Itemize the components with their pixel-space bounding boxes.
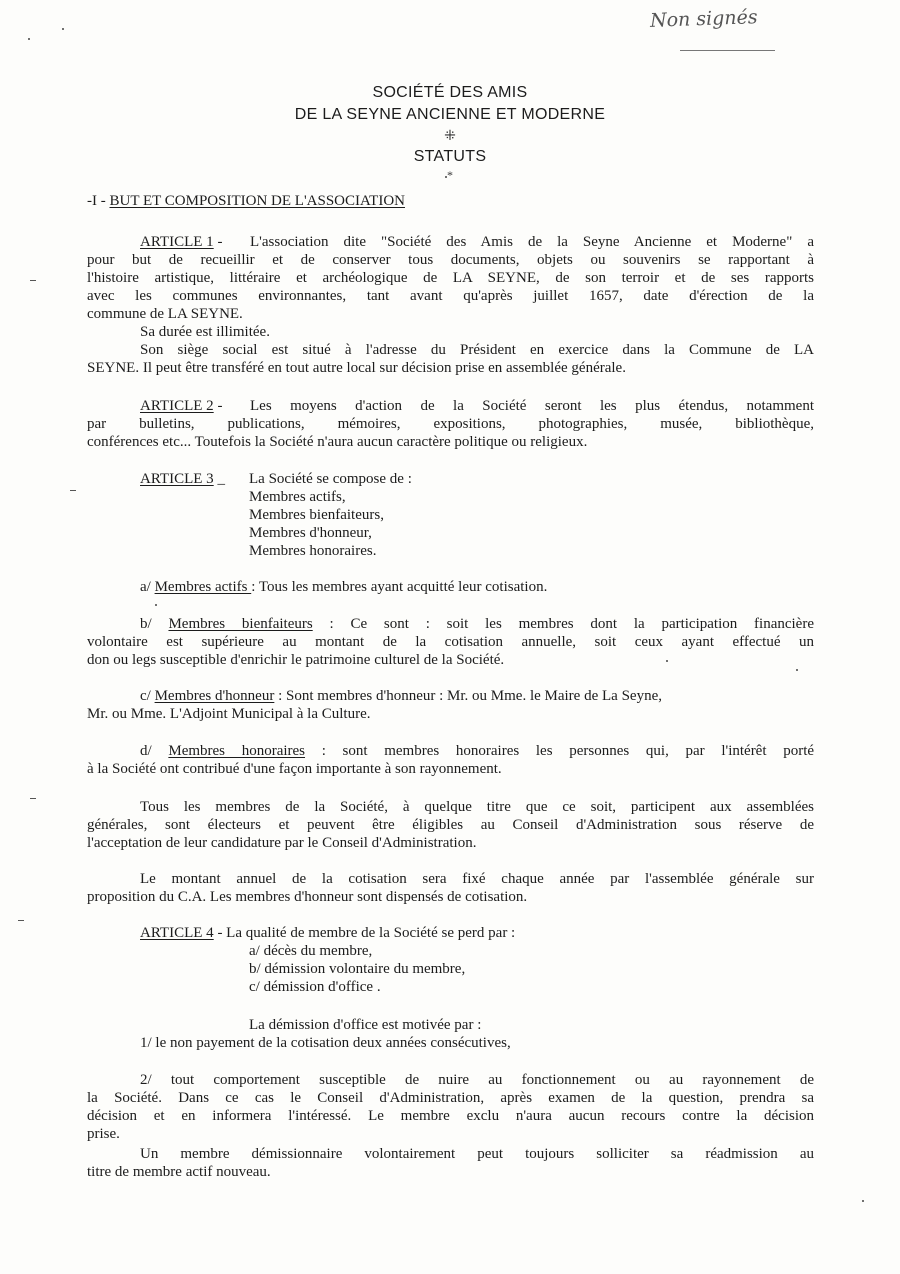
article-3-intro: La Société se compose de : (249, 471, 412, 487)
document-title: STATUTS (413, 148, 487, 165)
handwritten-underline (680, 50, 775, 51)
article-3-dash: _ (213, 471, 225, 487)
article-2-line: conférences etc... Toutefois la Société n'aura aucun caractère politique ou religieux. (87, 434, 588, 450)
membres-honneur-line: Mr. ou Mme. L'Adjoint Municipal à la Culture. (87, 706, 371, 722)
article-3-heading (140, 470, 225, 488)
membres-bienfaiteurs-prefix: b/ (140, 616, 169, 632)
dismissal-reason-2: décision et en informera l'intéressé. Le membre exclu n'aura aucun recours contre la décision (87, 1108, 814, 1124)
all-members-paragraph: générales, sont électeurs et peuvent être éligibles au Conseil d'Administration sous réserve de (87, 817, 814, 833)
scan-speck (796, 669, 798, 671)
member-type-item: Membres actifs, (249, 489, 346, 505)
article-1-line: pour but de recueillir et de conserver tous documents, objets ou souvenirs se rapportant à (87, 252, 814, 268)
article-1-label: ARTICLE 1 (140, 234, 214, 250)
dismissal-reason-2: prise. (87, 1126, 120, 1142)
membres-actifs (140, 578, 547, 596)
article-1-line: l'histoire artistique, littéraire et archéologique de LA SEYNE, de son terroir et de ses rapports (87, 270, 814, 286)
article-2-heading (140, 397, 222, 415)
header-line-1: SOCIÉTÉ DES AMIS (372, 84, 528, 101)
article-2-label: ARTICLE 2 (140, 398, 214, 414)
membres-honoraires-line: à la Société ont contribué d'une façon importante à son rayonnement. (87, 761, 502, 777)
membres-honoraires (140, 742, 814, 760)
all-members-paragraph: l'acceptation de leur candidature par le Conseil d'Administration. (87, 835, 477, 851)
article-1-heading (140, 233, 222, 251)
membres-honoraires-text: : sont membres honoraires les personnes qui, par l'intérêt porté (305, 743, 815, 759)
dismissal-reason-2: 2/ tout comportement susceptible de nuire au fonctionnement ou au rayonnement de (140, 1072, 814, 1088)
fee-paragraph: proposition du C.A. Les membres d'honneur sont dispensés de cotisation. (87, 889, 528, 905)
membres-actifs-prefix: a/ (140, 579, 155, 595)
article-1-line: commune de LA SEYNE. (87, 306, 243, 322)
loss-reason-item: a/ décès du membre, (249, 943, 373, 959)
scan-speck (666, 660, 668, 662)
member-type-item: Membres d'honneur, (249, 525, 372, 541)
article-1-duration: Sa durée est illimitée. (140, 324, 270, 340)
ornament-icon: ⁜ (444, 129, 456, 144)
scan-speck (28, 38, 30, 40)
dismissal-motive: La démission d'office est motivée par : (249, 1017, 482, 1033)
all-members-paragraph: Tous les membres de la Société, à quelque titre que ce soit, participent aux assemblées (140, 799, 814, 815)
membres-honoraires-prefix: d/ (140, 743, 169, 759)
membres-honoraires-label: Membres honoraires (168, 743, 306, 759)
readmission-paragraph: titre de membre actif nouveau. (87, 1164, 271, 1180)
membres-actifs-label: Membres actifs (154, 579, 252, 595)
star-icon: * (447, 168, 453, 182)
section-heading (87, 192, 405, 210)
article-4-intro: - La qualité de membre de la Société se perd par : (213, 925, 516, 941)
article-1-seat: SEYNE. Il peut être transféré en tout autre local sur décision prise en assemblée générale. (87, 360, 626, 376)
membres-honneur-text: : Sont membres d'honneur : Mr. ou Mme. le Maire de La Seyne, (274, 688, 662, 704)
membres-bienfaiteurs-text: : Ce sont : soit les membres dont la participation financière (312, 616, 814, 632)
article-1-dash: - (213, 234, 223, 250)
section-title: BUT ET COMPOSITION DE L'ASSOCIATION (109, 193, 405, 209)
article-2-dash: - (213, 398, 223, 414)
scan-mark (30, 280, 36, 281)
article-2-line: Les moyens d'action de la Société seront les plus étendus, notamment (250, 398, 814, 414)
article-1-line: L'association dite "Société des Amis de la Seyne Ancienne et Moderne" a (250, 234, 814, 250)
scan-speck (445, 176, 447, 178)
article-1-line: avec les communes environnantes, tant avant qu'après juillet 1657, date d'érection de la (87, 288, 814, 304)
loss-reason-item: b/ démission volontaire du membre, (249, 961, 466, 977)
membres-actifs-text: : Tous les membres ayant acquitté leur cotisation. (251, 579, 548, 595)
article-2-line: par bulletins, publications, mémoires, expositions, photographies, musée, bibliothèque, (87, 416, 814, 432)
article-4-label: ARTICLE 4 (140, 925, 214, 941)
member-type-item: Membres bienfaiteurs, (249, 507, 384, 523)
membres-bienfaiteurs (140, 615, 814, 633)
readmission-paragraph: Un membre démissionnaire volontairement peut toujours solliciter sa réadmission au (140, 1146, 814, 1162)
membres-honneur (140, 687, 662, 705)
dismissal-reason-2: la Société. Dans ce cas le Conseil d'Administration, après examen de la question, prendra sa (87, 1090, 814, 1106)
section-number: -I - (87, 193, 110, 209)
scan-mark (70, 490, 76, 491)
article-3-label: ARTICLE 3 (140, 471, 214, 487)
scan-mark (30, 798, 36, 799)
article-1-seat: Son siège social est situé à l'adresse du Président en exercice dans la Commune de LA (140, 342, 814, 358)
fee-paragraph: Le montant annuel de la cotisation sera fixé chaque année par l'assemblée générale sur (140, 871, 814, 887)
handwritten-note: Non signés (649, 6, 758, 32)
loss-reason-item: c/ démission d'office . (249, 979, 381, 995)
scan-mark (18, 920, 24, 921)
membres-honneur-label: Membres d'honneur (154, 688, 275, 704)
membres-honneur-prefix: c/ (140, 688, 155, 704)
membres-bienfaiteurs-line: volontaire est supérieure au montant de la cotisation annuelle, soit ceux ayant effectué un (87, 634, 814, 650)
article-4-heading (140, 924, 515, 942)
member-type-item: Membres honoraires. (249, 543, 377, 559)
membres-bienfaiteurs-label: Membres bienfaiteurs (168, 616, 313, 632)
scan-speck (155, 604, 157, 606)
scan-speck (62, 28, 64, 30)
scan-speck (862, 1200, 864, 1202)
header-line-2: DE LA SEYNE ANCIENNE ET MODERNE (294, 106, 606, 123)
dismissal-reason-1: 1/ le non payement de la cotisation deux années consécutives, (140, 1035, 511, 1051)
membres-bienfaiteurs-line: don ou legs susceptible d'enrichir le patrimoine culturel de la Société. (87, 652, 505, 668)
